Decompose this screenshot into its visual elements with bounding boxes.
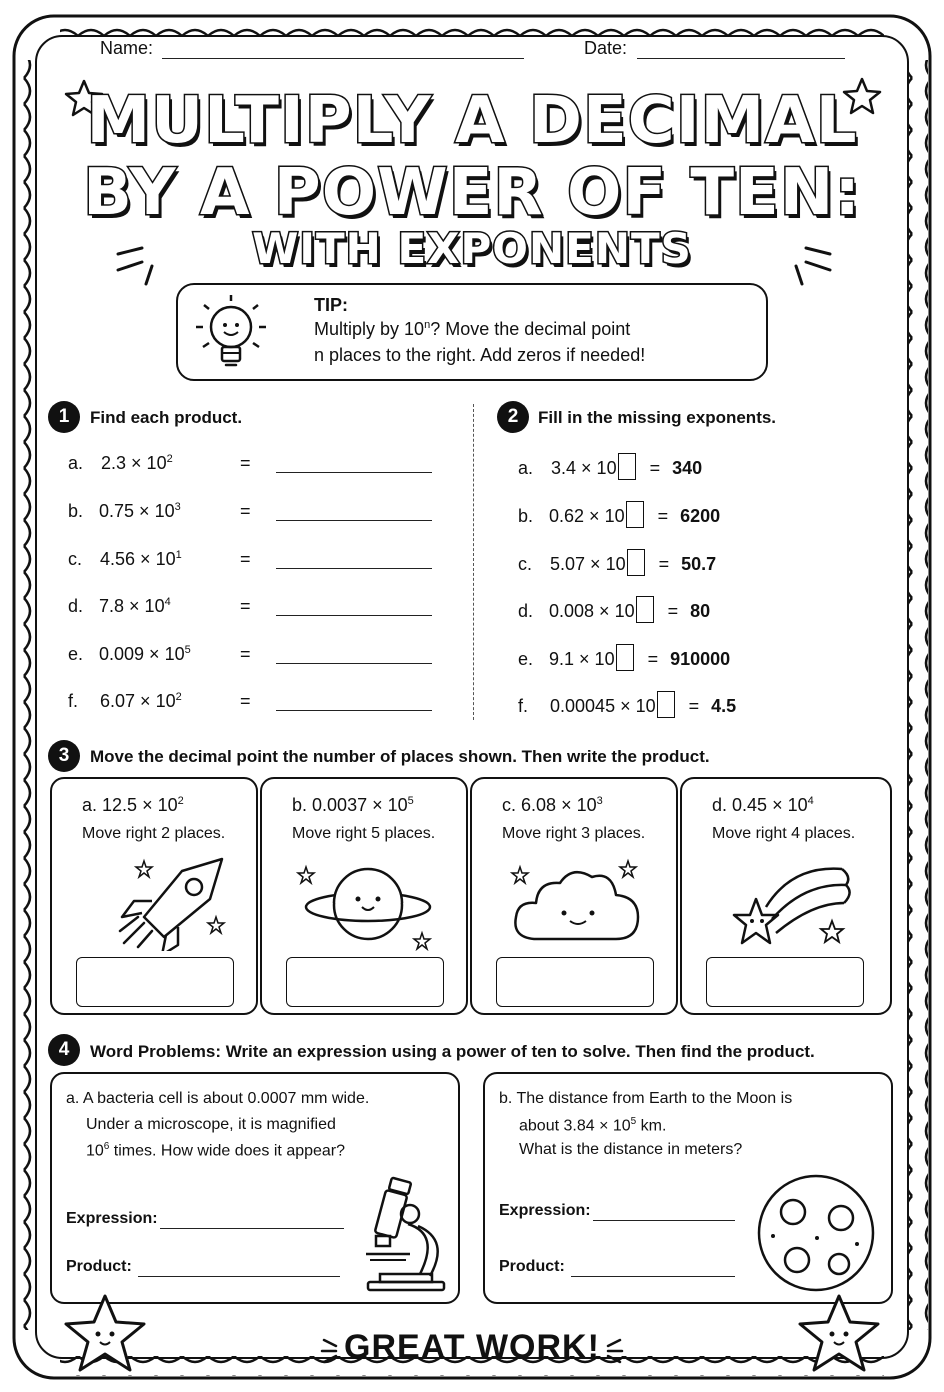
problem-row: c. $4.56 \times 10^1$ <box>68 549 182 569</box>
section-4-title: Word Problems: Write an expression using a power of ten to solve. Then find the product. <box>90 1042 815 1061</box>
problem-card <box>50 777 258 1015</box>
problem-row: e. $0.009 \times 10^5$ <box>68 644 191 664</box>
answer-box[interactable] <box>496 957 654 1007</box>
problem-row: a. $2.3 \times 10^2$ <box>68 453 173 473</box>
exponent-input-box[interactable] <box>626 501 644 528</box>
date-label: Date: <box>584 38 628 58</box>
answer-line[interactable] <box>276 568 432 569</box>
card-heading: c. $6.08 \times 10^3$ <box>502 795 603 815</box>
planet-icon <box>292 851 442 951</box>
section-4-badge: 4 <box>48 1034 80 1066</box>
problem-row: c. 5.07 × 10 = 50.7 <box>518 549 716 576</box>
section-1-title: Find each product. <box>90 408 243 427</box>
product-answer-line[interactable] <box>138 1276 340 1277</box>
problem-card <box>470 777 678 1015</box>
exponent-input-box[interactable] <box>657 691 675 718</box>
expression-answer-line[interactable] <box>593 1220 735 1221</box>
footer-great-work: GREAT WORK! <box>344 1328 600 1366</box>
expression-label: Expression: <box>499 1202 591 1219</box>
section-2-badge: 2 <box>497 401 529 433</box>
problem-text-line: about $3.84 \times 10^5$ km. <box>519 1116 667 1135</box>
problem-text-line: b. The distance from Earth to the Moon is <box>499 1090 793 1107</box>
problem-row: a. 3.4 × 10 = 340 <box>518 453 702 480</box>
tip-line-2: n places to the right. Add zeros if needed! <box>314 345 646 365</box>
tip-line-1: Multiply by 10$^n$? Move the decimal point <box>314 319 631 339</box>
title-line-3: WITH EXPONENTS <box>252 224 692 273</box>
equals-sign: = <box>240 644 251 664</box>
problem-text-line: What is the distance in meters? <box>519 1141 743 1158</box>
answer-box[interactable] <box>76 957 234 1007</box>
product-label: Product: <box>499 1258 565 1275</box>
answer-line[interactable] <box>276 663 432 664</box>
rocket-icon <box>82 851 232 951</box>
microscope-icon <box>358 1170 448 1296</box>
exponent-input-box[interactable] <box>627 549 645 576</box>
expression-answer-line[interactable] <box>160 1228 344 1229</box>
answer-line[interactable] <box>276 472 432 473</box>
exponent-input-box[interactable] <box>618 453 636 480</box>
answer-line[interactable] <box>276 520 432 521</box>
tip-box <box>176 283 768 381</box>
exponent-input-box[interactable] <box>636 596 654 623</box>
card-heading: d. $0.45 \times 10^4$ <box>712 795 814 815</box>
problem-text-line: a. A bacteria cell is about 0.0007 mm wide. <box>66 1090 370 1107</box>
equals-sign: = <box>240 691 251 711</box>
problem-row: e. 9.1 × 10 = 910000 <box>518 644 730 671</box>
date-field[interactable] <box>637 58 845 59</box>
problem-row: b. 0.62 × 10 = 6200 <box>518 501 720 528</box>
equals-sign: = <box>240 501 251 521</box>
answer-line[interactable] <box>276 615 432 616</box>
product-label: Product: <box>66 1258 132 1275</box>
expression-label: Expression: <box>66 1210 158 1227</box>
section-3-title: Move the decimal point the number of places shown. Then write the product. <box>90 747 710 766</box>
problem-row: d. 0.008 × 10 = 80 <box>518 596 710 623</box>
equals-sign: = <box>240 453 251 473</box>
cloud-icon <box>502 851 652 951</box>
moon-icon <box>753 1170 879 1296</box>
column-divider <box>473 404 474 720</box>
problem-row: d. $7.8 \times 10^4$ <box>68 596 171 616</box>
problem-row: b. $0.75 \times 10^3$ <box>68 501 181 521</box>
problem-text-line: $10^6$ times. How wide does it appear? <box>86 1141 346 1160</box>
card-hint: Move right 2 places. <box>82 825 226 842</box>
title-line-2: BY A POWER OF TEN: <box>83 156 861 230</box>
answer-box[interactable] <box>286 957 444 1007</box>
problem-card <box>680 777 892 1015</box>
answer-line[interactable] <box>276 710 432 711</box>
card-hint: Move right 4 places. <box>712 825 856 842</box>
word-problem-a <box>50 1072 460 1304</box>
problem-card <box>260 777 468 1015</box>
name-field[interactable] <box>162 58 524 59</box>
shooting-star-icon <box>712 851 862 951</box>
name-label: Name: <box>100 38 154 58</box>
problem-row: f. 0.00045 × 10 = 4.5 <box>518 691 736 718</box>
equals-sign: = <box>240 596 251 616</box>
equals-sign: = <box>240 549 251 569</box>
card-heading: b. $0.0037 \times 10^5$ <box>292 795 414 815</box>
card-hint: Move right 5 places. <box>292 825 436 842</box>
section-3-badge: 3 <box>48 740 80 772</box>
card-heading: a. $12.5 \times 10^2$ <box>82 795 184 815</box>
problem-row: f. $6.07 \times 10^2$ <box>68 691 182 711</box>
product-answer-line[interactable] <box>571 1276 735 1277</box>
word-problem-b <box>483 1072 893 1304</box>
tip-heading: TIP: <box>314 295 348 315</box>
section-1-badge: 1 <box>48 401 80 433</box>
title-line-1: MULTIPLY A DECIMAL <box>86 84 858 158</box>
lightbulb-icon <box>190 291 272 375</box>
exponent-input-box[interactable] <box>616 644 634 671</box>
answer-box[interactable] <box>706 957 864 1007</box>
section-2-title: Fill in the missing exponents. <box>538 408 777 427</box>
problem-text-line: Under a microscope, it is magnified <box>86 1116 336 1133</box>
card-hint: Move right 3 places. <box>502 825 646 842</box>
